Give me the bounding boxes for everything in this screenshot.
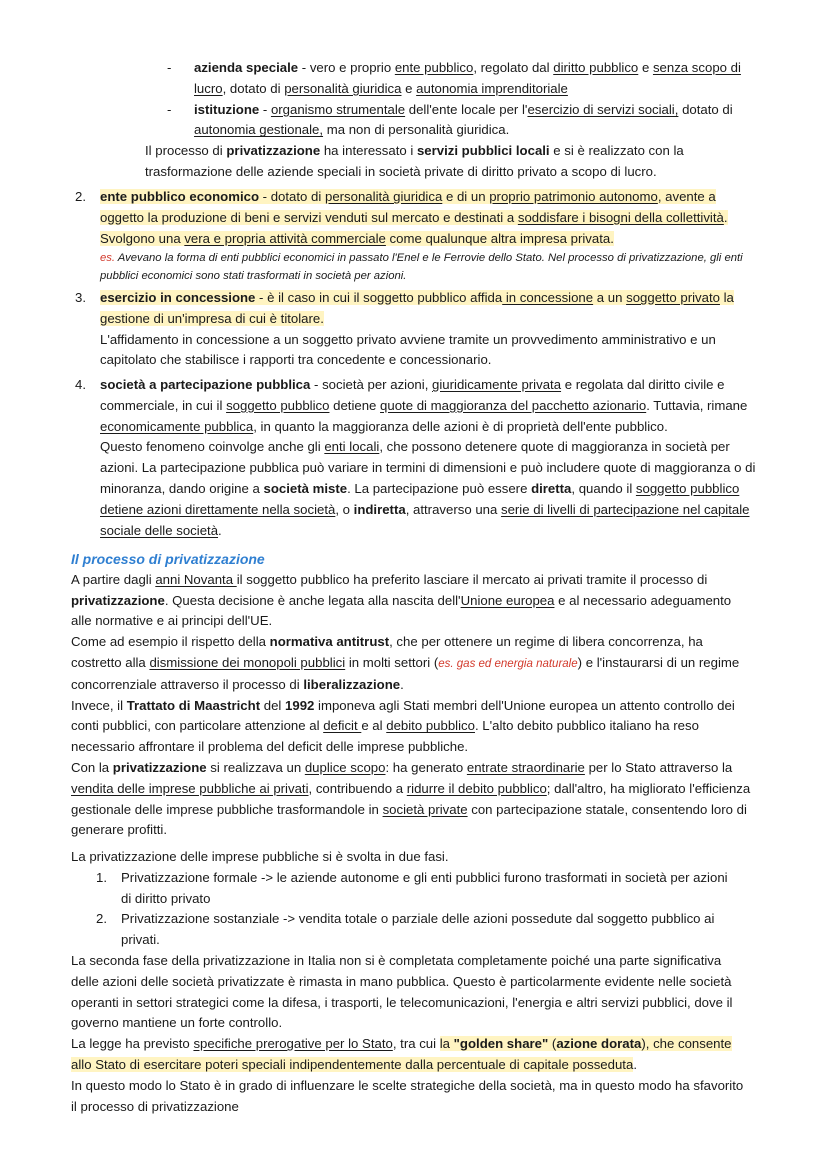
text: per lo Stato attraverso la	[584, 759, 733, 775]
text: , attraverso una	[405, 501, 501, 517]
underlined-text: società private	[382, 801, 468, 817]
term: società a partecipazione pubblica	[100, 377, 311, 392]
underlined-text: giuridicamente privata	[432, 377, 562, 392]
bold-text: "golden share"	[453, 1036, 549, 1052]
underlined-text: autonomia imprenditoriale	[416, 80, 568, 96]
text: con partecipazione statale, consentendo loro di generare profitti.	[71, 801, 747, 838]
text: Il processo di	[145, 143, 227, 159]
text: . Tuttavia, rimane	[646, 397, 748, 413]
text: Questo fenomeno coinvolge anche gli	[100, 439, 325, 455]
text: , dotato di	[222, 80, 285, 96]
sublist	[0, 58, 828, 183]
bold-text: normativa antitrust	[269, 634, 390, 650]
example-text: Avevano la forma di enti pubblici economici in passato l'Enel e le Ferrovie dello Stato. Nel processo di privatizzazione, gli enti pubblici economici sono stati trasformati in società per azioni.	[100, 252, 743, 282]
text: : ha generato	[385, 759, 467, 775]
item-number: 1.	[96, 869, 107, 885]
underlined-text: personalità giuridica	[284, 80, 402, 96]
paragraph	[100, 437, 760, 541]
underlined-text: debito pubblico	[386, 718, 475, 734]
text: ), che consente allo Stato di esercitare poteri speciali indipendentemente dalla percentuale di capitale posseduta	[71, 1036, 732, 1072]
bold-text: privatizzazione	[71, 592, 165, 608]
bold-text: azione dorata	[556, 1036, 642, 1052]
underlined-text: soddisfare i bisogni della collettività	[517, 209, 724, 225]
text: e al necessario adeguamento alle normative e ai principi dell'UE.	[71, 592, 732, 629]
text: a un	[593, 290, 627, 305]
text: dotato di	[678, 101, 733, 117]
text: e	[401, 80, 417, 96]
text: detiene	[329, 397, 381, 413]
text: il soggetto pubblico ha preferito lasciare il mercato ai privati tramite il processo di	[236, 571, 708, 587]
text: in molti settori (	[345, 654, 439, 670]
text: , contribuendo a	[308, 780, 407, 796]
text: - è il caso in cui il soggetto pubblico affida	[255, 290, 503, 305]
underlined-text: vera e propria attività commerciale	[184, 230, 386, 246]
numbered-item-3	[0, 288, 828, 371]
section-heading: Il processo di privatizzazione	[71, 551, 265, 567]
text: , che possono detenere quote di maggioranza in società per azioni. La partecipazione pubblica può variare in termini di dimensioni e può includere quote di maggioranza o di minoranza, dando origine a	[100, 439, 756, 496]
numbered-item-2	[0, 187, 828, 285]
paragraph	[71, 758, 751, 841]
phase-text: Privatizzazione formale -> le aziende autonome e gli enti pubblici furono trasformati in società per azioni di diritto privato	[121, 869, 728, 906]
text: , o	[335, 501, 354, 517]
phase-item	[0, 868, 741, 910]
dash-bullet: -	[167, 60, 172, 75]
underlined-text: soggetto pubblico detiene azioni direttamente nella società	[100, 480, 740, 517]
privatization-note	[0, 141, 685, 183]
text: Invece, il	[71, 697, 127, 713]
bold-text: diretta	[531, 480, 572, 496]
paragraph: La seconda fase della privatizzazione in Italia non si è completata completamente poiché una parte significativa delle azioni delle società privatizzate è rimasta in mano pubblica. Questo è particolarmente evidente nelle società operanti in settori strategici come la difesa, i trasporti, le telecomunicazioni, l'energia e altri servizi pubblici, dove il governo mantiene un forte controllo.	[71, 952, 733, 1031]
numbered-item-4	[0, 375, 828, 541]
text: (	[548, 1036, 557, 1052]
phase-item	[0, 909, 741, 951]
paragraph	[71, 632, 751, 695]
underlined-text: Unione europea	[460, 592, 555, 608]
underlined-text: soggetto pubblico	[226, 397, 330, 413]
text: - dotato di	[259, 189, 325, 204]
text: Come ad esempio il rispetto della	[71, 634, 270, 650]
phases-block	[0, 847, 828, 1117]
underlined-text: vendita delle imprese pubbliche ai privati	[71, 780, 309, 796]
underlined-text: autonomia gestionale,	[194, 122, 324, 138]
underlined-text: deficit	[323, 718, 362, 734]
text: , quando il	[571, 480, 636, 496]
underlined-text: in concessione	[502, 290, 594, 305]
underlined-text: serie di livelli di partecipazione nel capitale sociale delle società	[100, 501, 750, 538]
list-item-azienda-speciale	[0, 58, 754, 100]
underlined-text: enti locali	[324, 439, 380, 455]
phase-text: Privatizzazione sostanziale -> vendita totale o parziale delle azioni possedute dal soggetto pubblico ai privati.	[121, 911, 715, 948]
text: . La partecipazione può essere	[347, 480, 532, 496]
bold-text: privatizzazione	[112, 759, 207, 775]
bold-text: indiretta	[353, 501, 406, 517]
text: e al	[361, 718, 387, 734]
term: istituzione	[194, 101, 260, 117]
paragraph: In questo modo lo Stato è in grado di influenzare le scelte strategiche della società, ma in questo modo ha sfavorito il processo di privatizzazione	[71, 1077, 744, 1114]
highlighted-text	[100, 189, 728, 246]
text: .	[218, 522, 222, 538]
underlined-text: soggetto privato	[626, 290, 720, 305]
underlined-text: ridurre il debito pubblico	[406, 780, 547, 796]
text: Con la	[71, 759, 113, 775]
bold-text: liberalizzazione	[303, 676, 401, 692]
bold-text: privatizzazione	[226, 143, 321, 159]
text: ma non di personalità giuridica.	[323, 122, 510, 138]
bold-text: società miste	[263, 480, 348, 496]
paragraph: L'affidamento in concessione a un soggetto privato avviene tramite un provvedimento amministrativo e un capitolato che stabilisce i rapporti tra concedente e concessionario.	[100, 331, 716, 368]
bold-text: 1992	[285, 697, 315, 713]
text: .	[400, 676, 404, 692]
term: esercizio in concessione	[100, 290, 256, 305]
text: ha interessato i	[320, 143, 417, 159]
text: A partire dagli	[71, 571, 156, 587]
text: , regolato dal	[473, 60, 554, 75]
text: . Svolgono una	[100, 209, 728, 246]
text: dell'ente locale per l'	[405, 101, 528, 117]
text: e di un	[442, 189, 490, 204]
text: imponeva agli Stati membri dell'Unione europea un attento controllo dei conti pubblici, con particolare attenzione al	[71, 697, 735, 734]
text: .	[633, 1056, 637, 1072]
underlined-text: ente pubblico	[394, 60, 474, 75]
text: - società per azioni,	[310, 377, 433, 392]
paragraph	[71, 1034, 751, 1076]
text: del	[260, 697, 286, 713]
text: La legge ha previsto	[71, 1036, 194, 1052]
bold-text: servizi pubblici locali	[416, 143, 550, 159]
underlined-text: proprio patrimonio autonomo	[489, 189, 658, 204]
text: , in quanto la maggioranza delle azioni è di proprietà dell'ente pubblico.	[253, 418, 668, 434]
underlined-text: entrate straordinarie	[466, 759, 585, 775]
underlined-text: dismissione dei monopoli pubblici	[149, 654, 346, 670]
paragraph	[71, 696, 751, 758]
underlined-text: economicamente pubblica	[100, 418, 254, 434]
text: . Questa decisione è anche legata alla nascita dell'	[164, 592, 461, 608]
item-number: 2.	[75, 189, 86, 204]
text: la	[439, 1036, 454, 1052]
example-note	[100, 250, 760, 285]
underlined-text: senza scopo di lucro	[194, 60, 741, 96]
text: come qualunque altra impresa privata.	[385, 230, 614, 246]
highlighted-text	[100, 290, 734, 326]
underlined-text: specifiche prerogative per lo Stato	[193, 1036, 393, 1052]
section	[0, 549, 828, 841]
term: azienda speciale	[194, 60, 299, 75]
text: ) e l'instaurarsi di un regime concorrenziale attraverso il processo di	[71, 654, 740, 692]
list-item-istituzione	[0, 100, 754, 142]
text: . L'alto debito pubblico italiano ha reso necessario affrontare il problema del deficit delle imprese pubbliche.	[71, 718, 699, 755]
text: e	[638, 60, 653, 75]
text: , che per ottenere un regime di libera concorrenza, ha costretto alla	[71, 634, 703, 670]
underlined-text: diritto pubblico	[553, 60, 639, 75]
text: e regolata dal diritto civile e commerciale, in cui il	[100, 377, 725, 413]
bold-text: Trattato di Maastricht	[126, 697, 261, 713]
text: , tra cui	[392, 1036, 440, 1052]
underlined-text: esercizio di servizi sociali,	[527, 101, 679, 117]
item-number: 4.	[75, 377, 86, 392]
underlined-text: organismo strumentale	[270, 101, 406, 117]
text: si realizzava un	[206, 759, 305, 775]
term: ente pubblico economico	[100, 189, 259, 204]
text: ; dall'altro, ha migliorato l'efficienza gestionale delle imprese pubbliche trasformandole in	[71, 780, 751, 817]
text: la gestione di un'impresa di cui è titolare.	[100, 290, 734, 326]
item-number: 2.	[96, 911, 107, 927]
paragraph: La privatizzazione delle imprese pubbliche si è svolta in due fasi.	[71, 849, 449, 864]
underlined-text: personalità giuridica	[324, 189, 443, 204]
example-label: es.	[100, 252, 116, 265]
example-text: es. gas ed energia naturale	[438, 657, 578, 670]
item-number: 3.	[75, 290, 86, 305]
text: -	[259, 101, 271, 117]
underlined-text: duplice scopo	[304, 759, 386, 775]
text: - vero e proprio	[298, 60, 395, 75]
paragraph	[71, 570, 751, 632]
text: e si è realizzato con la trasformazione delle aziende speciali in società private di diritto privato a scopo di lucro.	[145, 143, 684, 179]
text: , avente a oggetto la produzione di beni e servizi venduti sul mercato e destinati a	[100, 189, 716, 225]
dash-bullet: -	[167, 101, 172, 117]
underlined-text: anni Novanta	[155, 571, 237, 587]
underlined-text: quote di maggioranza del pacchetto azionario	[380, 397, 647, 413]
